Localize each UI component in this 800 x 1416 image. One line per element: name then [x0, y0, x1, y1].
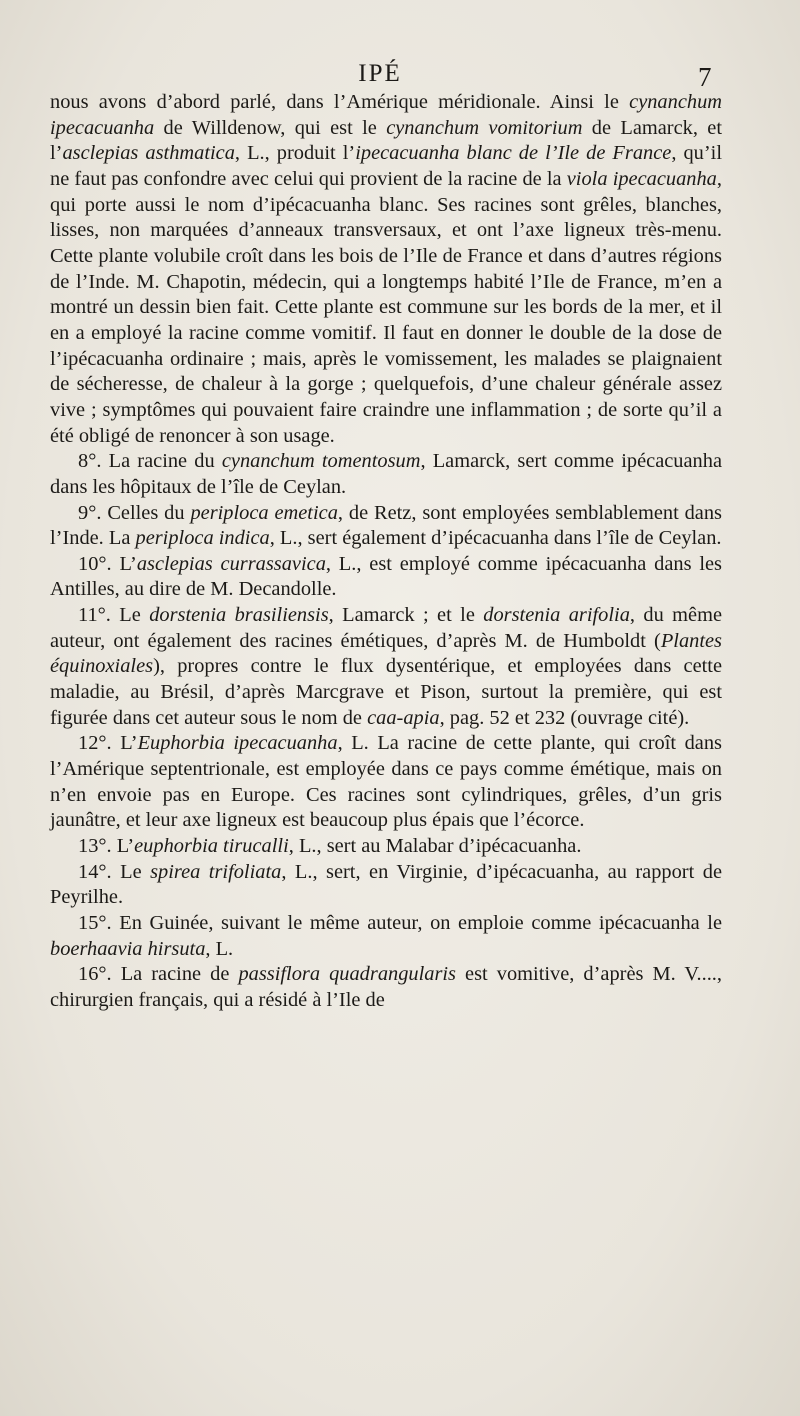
text-run: 15°. En Guinée, suivant le même auteur, on emploie comme ipécacuanha le	[78, 912, 722, 934]
text-run: 10°. L’	[78, 552, 137, 575]
italic-term: dorstenia brasiliensis	[149, 604, 329, 627]
italic-term: cynanchum ipecacuanha	[50, 91, 722, 139]
text-run: , de Retz, sont employées semblablement dans l’Inde. La	[50, 501, 722, 550]
italic-term: caa-apia	[367, 706, 440, 729]
text-run: , pag. 52 et 232 (ouvrage cité).	[439, 706, 690, 729]
text-run: , L., sert également d’ipécacuanha dans l’île de Ceylan.	[269, 527, 722, 550]
paragraph	[50, 834, 722, 860]
paragraph	[50, 603, 722, 731]
text-run: , L. La racine de cette plante, qui croît dans l’Amérique septentrionale, est employée dans ce pays comme émétique, mais on n’en envoie pas en Europe. Ces racines sont cylindriques, grêles, d’un gris jaunâtre, et leur axe ligneux est beaucoup plus épais que l’écorce.	[50, 732, 722, 832]
text-run: 13°. L’	[78, 835, 135, 858]
paragraph	[50, 449, 722, 500]
italic-term: Plantes équinoxiales	[50, 629, 722, 678]
italic-term: passiflora quadrangularis	[238, 963, 456, 986]
italic-term: boerhaavia hirsuta	[50, 937, 206, 960]
paragraph	[50, 90, 722, 449]
italic-term: ipecacuanha blanc de l’Ile de France	[355, 142, 672, 165]
text-run: 16°. La racine de	[78, 963, 239, 986]
italic-term: periploca indica	[135, 527, 270, 550]
text-run: nous avons d’abord parlé, dans l’Amérique méridionale. Ainsi le	[50, 91, 630, 113]
italic-term: viola ipecacuanha	[566, 167, 717, 190]
text-run: , Lamarck, sert comme ipécacuanha dans les hôpitaux de l’île de Ceylan.	[50, 450, 722, 498]
paragraph	[50, 552, 722, 603]
text-run: de Willdenow, qui est le	[154, 116, 387, 139]
italic-term: euphorbia tirucalli	[134, 835, 289, 858]
text-run: , du même auteur, ont également des racines émétiques, d’après M. de Humboldt (	[50, 604, 722, 652]
page-number: 7	[698, 62, 712, 92]
text-run: , L., produit l’	[234, 142, 356, 165]
italic-term: Euphorbia ipecacuanha	[137, 732, 338, 755]
text-run: , L.	[205, 937, 234, 960]
text-run: de Lamarck, et l’	[50, 116, 722, 165]
text-run: , L., sert au Malabar d’ipécacuanha.	[288, 835, 582, 858]
text-run: , L., est employé comme ipécacuanha dans les Antilles, au dire de M. Decandolle.	[50, 552, 722, 601]
italic-term: periploca emetica	[190, 501, 338, 524]
running-head-title: IPÉ	[358, 60, 402, 87]
paragraph	[50, 501, 722, 552]
body-text	[50, 90, 722, 1014]
italic-term: asclepias currassavica	[136, 552, 326, 575]
italic-term: spirea trifoliata	[150, 860, 282, 883]
paragraph	[50, 860, 722, 911]
text-run: 8°. La racine du	[78, 450, 222, 473]
text-run: ), propres contre le flux dysentérique, et employées dans cette maladie, au Brésil, d’après Marcgrave et Pison, surtout la première, qui est figurée dans cet auteur sous le nom de	[50, 655, 722, 729]
paragraph	[50, 911, 722, 962]
text-run: est vomitive, d’après M. V...., chirurgien français, qui a résidé à l’Ile de	[50, 963, 723, 1011]
italic-term: cynanchum tomentosum	[221, 450, 421, 473]
text-run: 12°. L’	[78, 732, 138, 755]
text-run: 11°. Le	[78, 604, 150, 627]
text-run: , qu’il ne faut pas confondre avec celui qui provient de la racine de la	[50, 142, 722, 190]
text-run: , qui porte aussi le nom d’ipécacuanha blanc. Ses racines sont grêles, blanches, lisses, non marquées d’anneaux transversaux, et ont l’axe ligneux très-menu. Cette plante volubile croît dans les bois de l’Ile de France et dans d’autres régions de l’Inde. M. Chapotin, médecin, qui a longtemps habité l’Ile de France, m’en a montré un dessin bien fait. Cette plante est commune sur les bords de la mer, et il en a employé la racine comme vomitif. Il faut en donner le double de la dose de l’ipécacuanha ordinaire ; mais, après le vomissement, les malades se plaignaient de sécheresse, de chaleur à la gorge ; quelquefois, d’une chaleur générale assez vive ; symptômes qui pouvaient faire craindre une inflammation ; de sorte qu’il a été obligé de renoncer à son usage.	[50, 167, 722, 447]
italic-term: cynanchum vomitorium	[386, 116, 583, 139]
italic-term: asclepias asthmatica	[62, 142, 235, 165]
paragraph	[50, 731, 722, 834]
text-run: , L., sert, en Virginie, d’ipécacuanha, au rapport de Peyrilhe.	[50, 860, 722, 909]
italic-term: dorstenia arifolia	[483, 604, 630, 627]
text-run: 9°. Celles du	[78, 501, 191, 524]
text-run: 14°. Le	[78, 860, 151, 883]
text-run: , Lamarck ; et le	[328, 604, 484, 627]
paragraph	[50, 962, 722, 1013]
